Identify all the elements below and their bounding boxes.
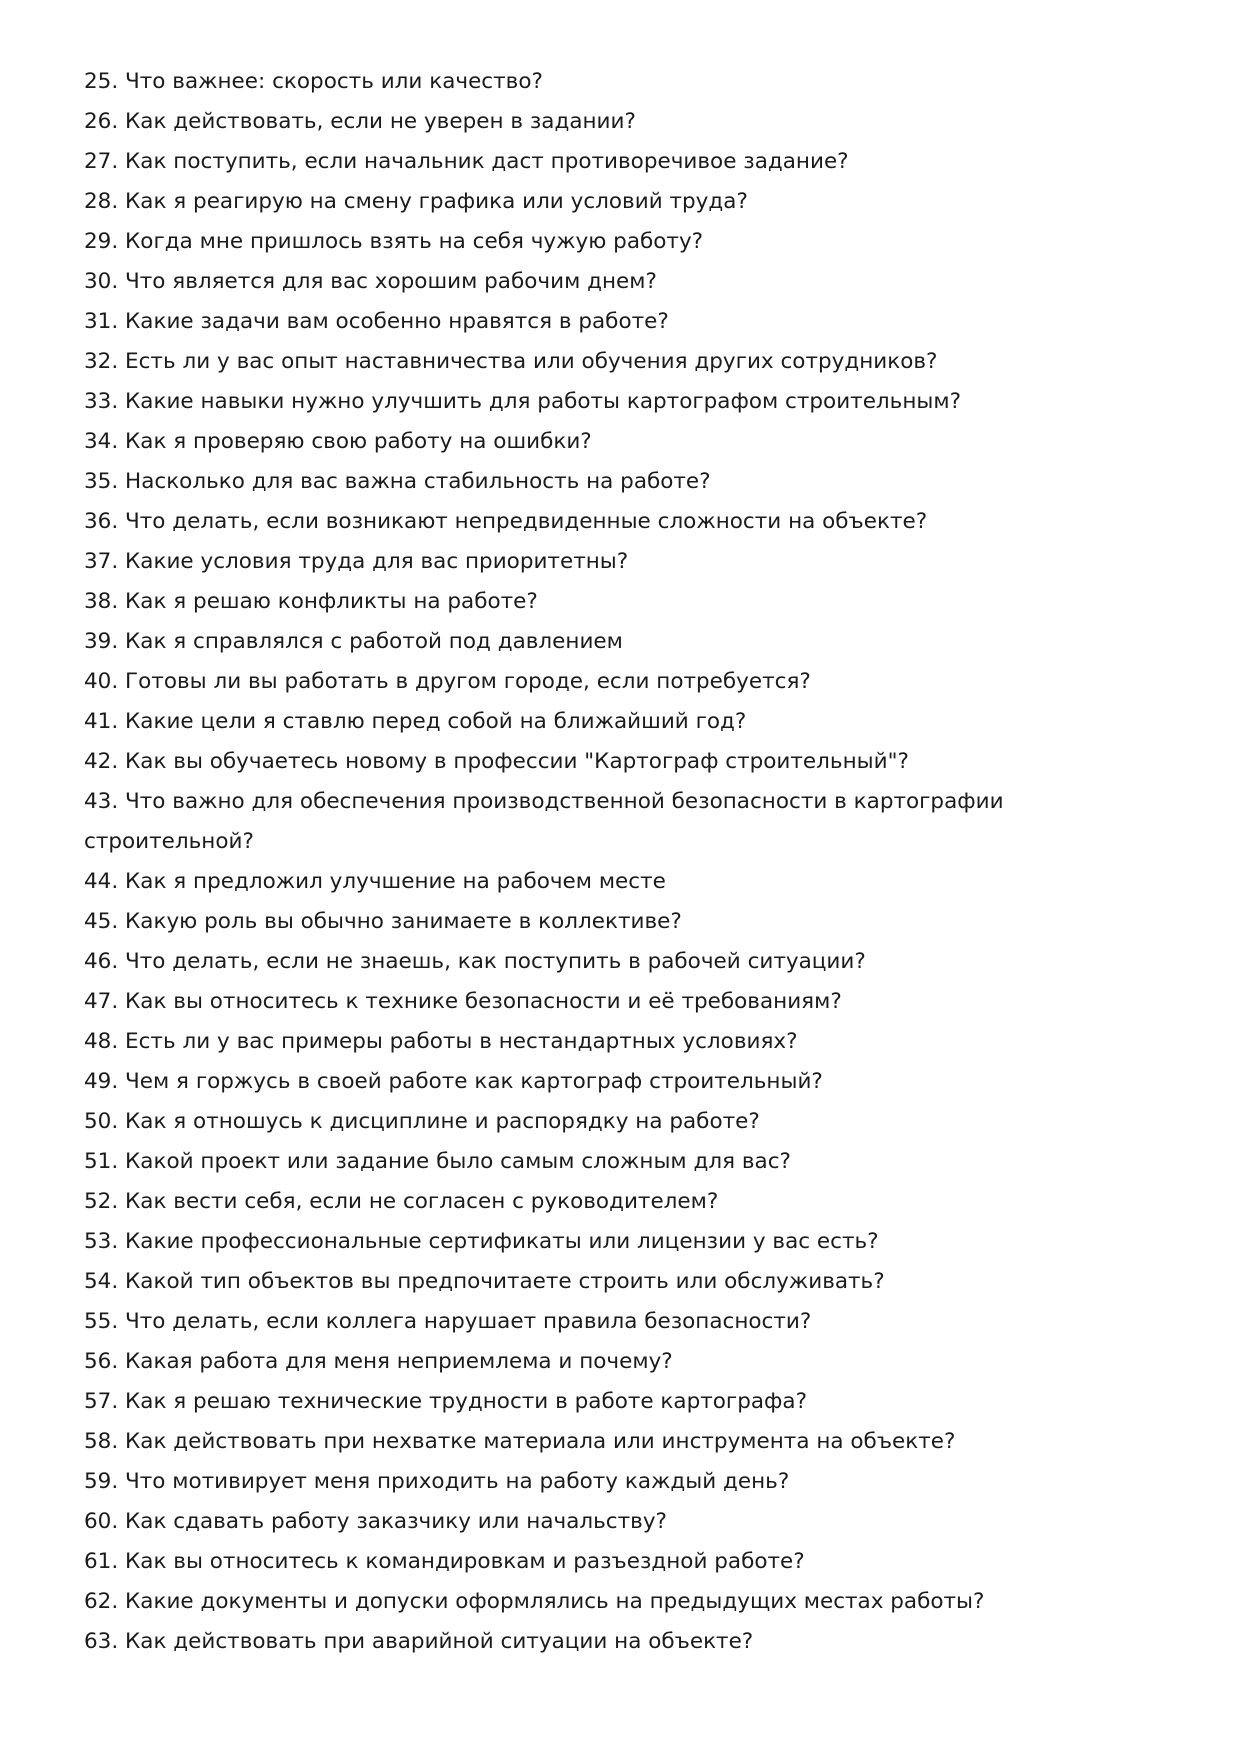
question-item: 58. Как действовать при нехватке материала или инструмента на объекте? (84, 1429, 956, 1454)
question-item: 59. Что мотивирует меня приходить на работу каждый день? (84, 1469, 790, 1494)
question-item: 53. Какие профессиональные сертификаты или лицензии у вас есть? (84, 1229, 879, 1254)
question-item: 54. Какой тип объектов вы предпочитаете строить или обслуживать? (84, 1269, 885, 1294)
question-item: 31. Какие задачи вам особенно нравятся в работе? (84, 309, 669, 334)
question-item: 46. Что делать, если не знаешь, как поступить в рабочей ситуации? (84, 949, 866, 974)
question-item: 62. Какие документы и допуски оформлялись на предыдущих местах работы? (84, 1589, 985, 1614)
question-item: 32. Есть ли у вас опыт наставничества или обучения других сотрудников? (84, 349, 938, 374)
question-item: 44. Как я предложил улучшение на рабочем месте (84, 869, 666, 894)
question-item: 47. Как вы относитесь к технике безопасности и её требованиям? (84, 989, 842, 1014)
question-item: 34. Как я проверяю свою работу на ошибки? (84, 429, 592, 454)
question-item: 42. Как вы обучаетесь новому в профессии "Картограф строительный"? (84, 749, 909, 774)
question-item: 41. Какие цели я ставлю перед собой на ближайший год? (84, 709, 747, 734)
question-item: 43. Что важно для обеспечения производственной безопасности в картографии строительной? (84, 789, 1004, 854)
question-item: 52. Как вести себя, если не согласен с руководителем? (84, 1189, 719, 1214)
question-item: 37. Какие условия труда для вас приоритетны? (84, 549, 629, 574)
question-item: 29. Когда мне пришлось взять на себя чужую работу? (84, 229, 704, 254)
question-item: 35. Насколько для вас важна стабильность на работе? (84, 469, 711, 494)
question-item: 61. Как вы относитесь к командировкам и разъездной работе? (84, 1549, 805, 1574)
question-item: 28. Как я реагирую на смену графика или условий труда? (84, 189, 748, 214)
question-item: 33. Какие навыки нужно улучшить для работы картографом строительным? (84, 389, 962, 414)
question-item: 39. Как я справлялся с работой под давлением (84, 629, 623, 654)
question-item: 51. Какой проект или задание было самым сложным для вас? (84, 1149, 791, 1174)
question-item: 63. Как действовать при аварийной ситуации на объекте? (84, 1629, 754, 1654)
question-item: 56. Какая работа для меня неприемлема и почему? (84, 1349, 673, 1374)
question-item: 50. Как я отношусь к дисциплине и распорядку на работе? (84, 1109, 760, 1134)
question-item: 55. Что делать, если коллега нарушает правила безопасности? (84, 1309, 812, 1334)
question-item: 26. Как действовать, если не уверен в задании? (84, 109, 636, 134)
question-item: 36. Что делать, если возникают непредвиденные сложности на объекте? (84, 509, 928, 534)
document-page (84, 62, 1164, 1662)
question-item: 25. Что важнее: скорость или качество? (84, 69, 543, 94)
question-item: 48. Есть ли у вас примеры работы в нестандартных условиях? (84, 1029, 798, 1054)
question-item: 38. Как я решаю конфликты на работе? (84, 589, 538, 614)
question-item: 40. Готовы ли вы работать в другом городе, если потребуется? (84, 669, 811, 694)
question-item: 30. Что является для вас хорошим рабочим днем? (84, 269, 657, 294)
question-list (84, 62, 1164, 1662)
question-item: 49. Чем я горжусь в своей работе как картограф строительный? (84, 1069, 823, 1094)
question-item: 60. Как сдавать работу заказчику или начальству? (84, 1509, 667, 1534)
question-item: 57. Как я решаю технические трудности в работе картографа? (84, 1389, 808, 1414)
question-item: 27. Как поступить, если начальник даст противоречивое задание? (84, 149, 849, 174)
question-item: 45. Какую роль вы обычно занимаете в коллективе? (84, 909, 682, 934)
